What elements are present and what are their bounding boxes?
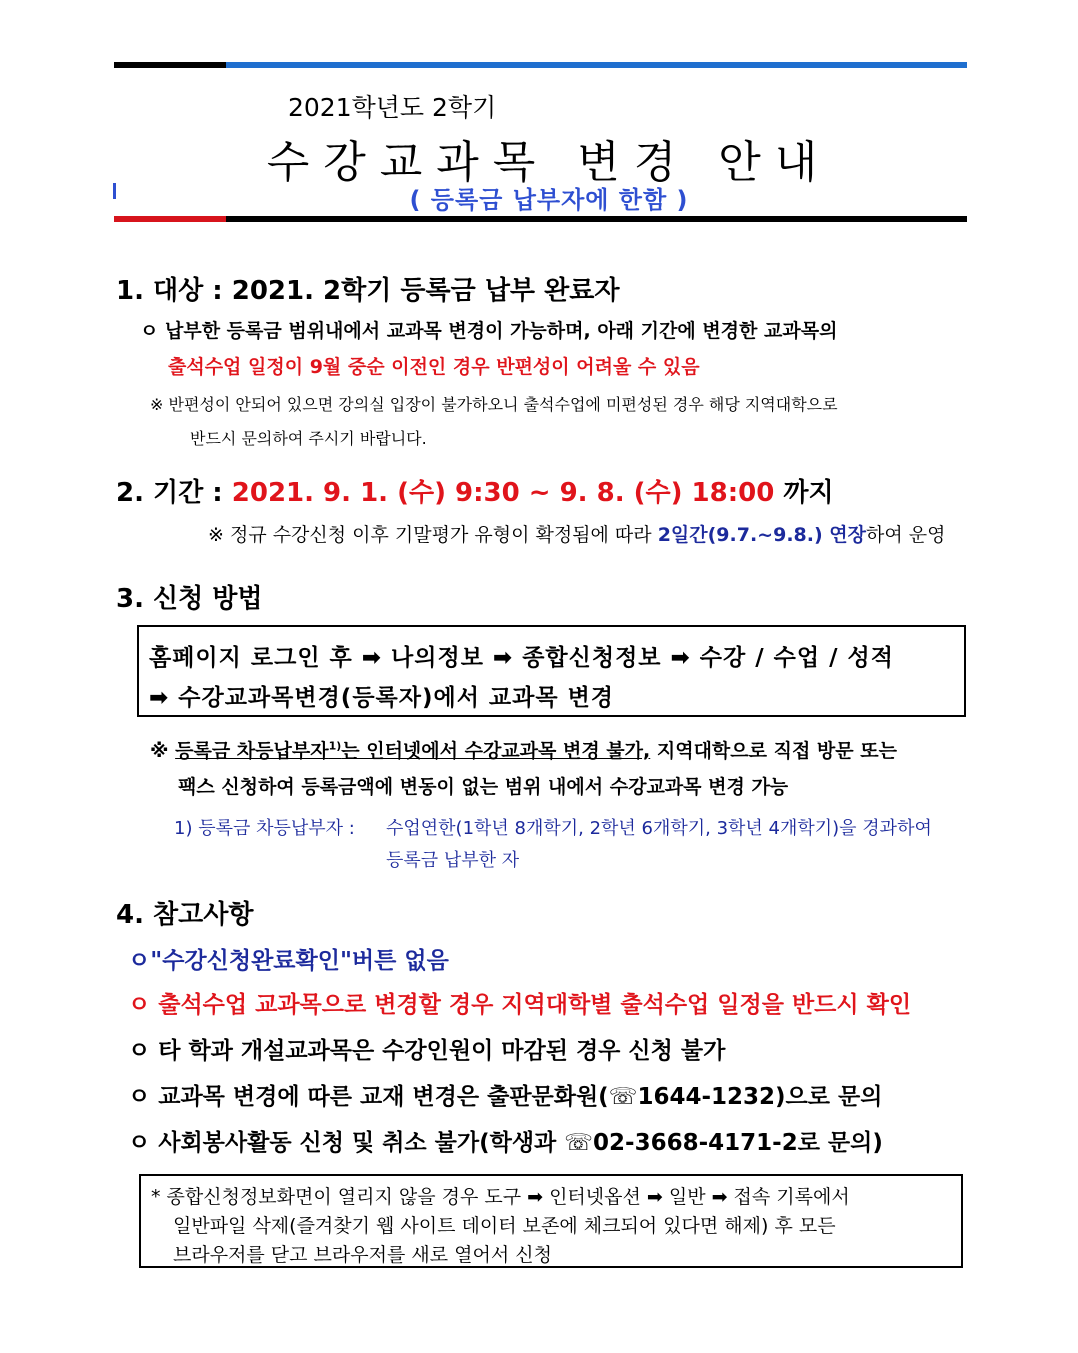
section2-label: 2. 기간 : — [116, 478, 223, 508]
footnote-text2: 등록금 납부한 자 — [386, 850, 520, 871]
section1-heading: 1. 대상 : 2021. 2학기 등록금 납부 완료자 — [116, 276, 620, 306]
differential-payer-label: 등록금 차등납부자 — [175, 740, 329, 762]
section2-note-prefix: ※ 정규 수강신청 이후 기말평가 유형이 확정됨에 따라 — [208, 524, 652, 546]
section1-warning: 출석수업 일정이 9월 중순 이전인 경우 반편성이 어려울 수 있음 — [168, 356, 700, 378]
bottom-bar-black — [226, 216, 967, 222]
help-line3: 브라우저를 닫고 브라우저를 새로 열어서 신청 — [173, 1244, 552, 1266]
section3-note-rest: 지역대학으로 직접 방문 또는 — [656, 740, 897, 762]
help-line2: 일반파일 삭제(즐겨찾기 웹 사이트 데이터 보존에 체크되어 있다면 해제) 후 모든 — [173, 1215, 836, 1237]
section2-period — [116, 472, 834, 509]
browser-help-box — [139, 1174, 963, 1268]
section1-note-line2: 반드시 문의하여 주시기 바랍니다. — [190, 429, 427, 448]
section3-heading: 3. 신청 방법 — [116, 584, 263, 614]
section1-bullet — [140, 316, 837, 343]
procedure-line1: 홈페이지 로그인 후 ➡ 나의정보 ➡ 종합신청정보 ➡ 수강 / 수업 / 성적 — [149, 645, 894, 671]
top-bar-blue — [226, 62, 967, 68]
bottom-bar-red — [114, 216, 226, 222]
section4-heading: 4. 참고사항 — [116, 900, 254, 930]
footnote-text1: 수업연한(1학년 8개학기, 2학년 6개학기, 3학년 4개학기)을 경과하여 — [386, 818, 932, 839]
differential-payer-term — [175, 740, 650, 762]
extension-period: 2일간(9.7.~9.8.) 연장 — [657, 524, 866, 546]
note-mark: ※ — [150, 740, 169, 762]
page-title-note: ( 등록금 납부자에 한함 ) — [409, 186, 689, 214]
procedure-box — [137, 625, 966, 717]
differential-payer-rule: 는 인터넷에서 수강교과목 변경 불가, — [341, 740, 651, 762]
page-title: 수강교과목 변경 안내 — [266, 137, 832, 188]
section3-note-line2: 팩스 신청하여 등록금액에 변동이 없는 범위 내에서 수강교과목 변경 가능 — [178, 776, 789, 798]
reference-item-5: ㅇ 사회봉사활동 신청 및 취소 불가(학생과 ☏02-3668-4171-2로 문의) — [128, 1130, 883, 1156]
help-line1: * 종합신청정보화면이 열리지 않을 경우 도구 ➡ 인터넷옵션 ➡ 일반 ➡ 접속 기록에서 — [151, 1186, 850, 1208]
footnote-ref: 1) — [328, 739, 342, 753]
period-suffix: 까지 — [783, 478, 834, 508]
footnote-label: 1) 등록금 차등납부자 : — [174, 818, 355, 839]
procedure-line2: ➡ 수강교과목변경(등록자)에서 교과목 변경 — [149, 685, 615, 711]
section2-note-suffix: 하여 운영 — [865, 524, 946, 546]
section1-note-line1: ※ 반편성이 안되어 있으면 강의실 입장이 불가하오니 출석수업에 미편성된 경우 해당 지역대학으로 — [150, 395, 838, 414]
reference-item-4: ㅇ 교과목 변경에 따른 교재 변경은 출판문화원(☏1644-1232)으로 문의 — [128, 1084, 883, 1110]
bullet-marker: ㅇ — [140, 320, 159, 342]
reference-item-3: ㅇ 타 학과 개설교과목은 수강인원이 마감된 경우 신청 불가 — [128, 1038, 726, 1064]
reference-item-1: ㅇ"수강신청완료확인"버튼 없음 — [128, 948, 449, 974]
section3-note — [150, 736, 897, 763]
section2-note — [208, 520, 945, 547]
period-dates: 2021. 9. 1. (수) 9:30 ~ 9. 8. (수) 18:00 — [231, 478, 775, 508]
reference-item-2: ㅇ 출석수업 교과목으로 변경할 경우 지역대학별 출석수업 일정을 반드시 확인 — [128, 992, 912, 1018]
top-bar-black — [114, 62, 226, 68]
semester-subtitle: 2021학년도 2학기 — [288, 93, 497, 122]
section1-line1: 납부한 등록금 범위내에서 교과목 변경이 가능하며, 아래 기간에 변경한 교과목의 — [164, 320, 838, 342]
